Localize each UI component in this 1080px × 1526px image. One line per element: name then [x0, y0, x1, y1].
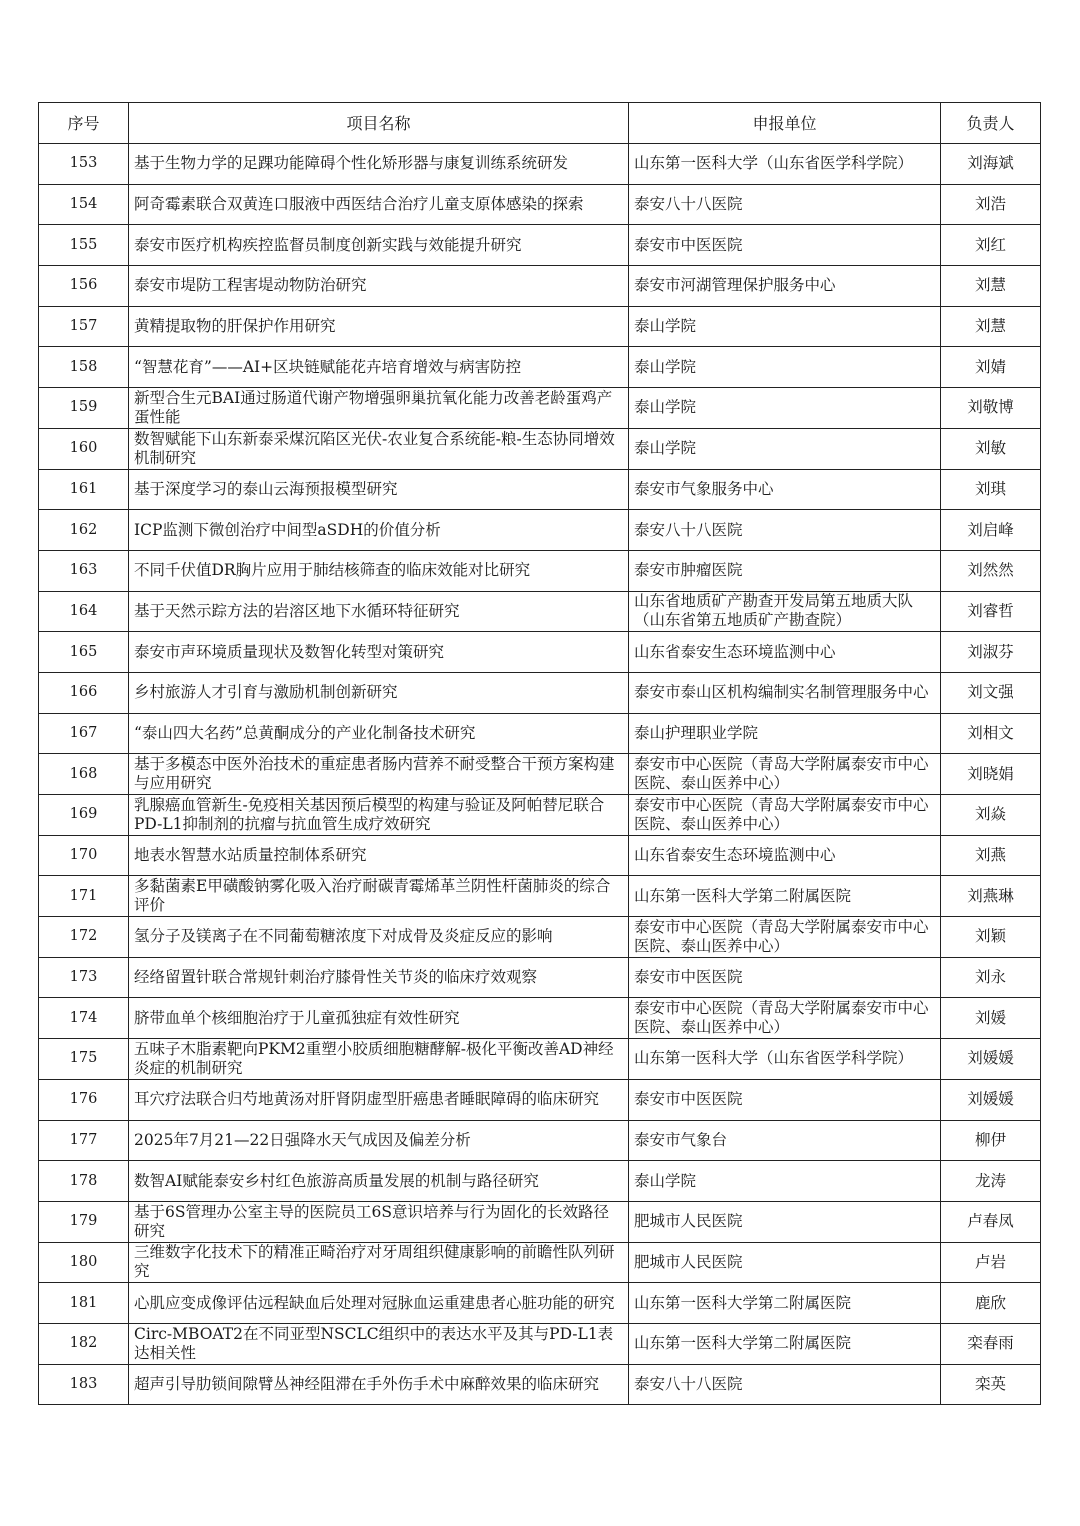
- cell-lead: 刘婧: [941, 347, 1041, 388]
- cell-seq: 162: [39, 510, 129, 551]
- header-unit: 申报单位: [629, 103, 941, 144]
- project-table: [38, 102, 1041, 1405]
- cell-lead: 刘琪: [941, 469, 1041, 510]
- cell-project-name: 三维数字化技术下的精准正畸治疗对牙周组织健康影响的前瞻性队列研究: [129, 1242, 629, 1283]
- cell-seq: 180: [39, 1242, 129, 1283]
- cell-unit: 山东第一医科大学第二附属医院: [629, 1323, 941, 1364]
- cell-seq: 183: [39, 1364, 129, 1405]
- cell-seq: 172: [39, 917, 129, 958]
- cell-project-name: 泰安市医疗机构疾控监督员制度创新实践与效能提升研究: [129, 225, 629, 266]
- table-row: [39, 1242, 1041, 1283]
- table-row: [39, 469, 1041, 510]
- cell-unit: 泰安八十八医院: [629, 510, 941, 551]
- cell-unit: 泰安市中心医院（青岛大学附属泰安市中心医院、泰山医养中心）: [629, 998, 941, 1039]
- cell-lead: 刘慧: [941, 266, 1041, 307]
- cell-unit: 山东第一医科大学第二附属医院: [629, 1283, 941, 1324]
- header-seq: 序号: [39, 103, 129, 144]
- cell-seq: 161: [39, 469, 129, 510]
- cell-seq: 164: [39, 591, 129, 632]
- cell-seq: 181: [39, 1283, 129, 1324]
- cell-project-name: 经络留置针联合常规针刺治疗膝骨性关节炎的临床疗效观察: [129, 957, 629, 998]
- cell-unit: 山东省泰安生态环境监测中心: [629, 632, 941, 673]
- cell-seq: 159: [39, 388, 129, 429]
- cell-unit: 泰安八十八医院: [629, 1364, 941, 1405]
- table-row: [39, 1039, 1041, 1080]
- table-row: [39, 510, 1041, 551]
- table-row: [39, 1201, 1041, 1242]
- cell-unit: 泰安市中医医院: [629, 1079, 941, 1120]
- cell-seq: 176: [39, 1079, 129, 1120]
- cell-lead: 刘媛: [941, 998, 1041, 1039]
- cell-seq: 163: [39, 550, 129, 591]
- cell-seq: 173: [39, 957, 129, 998]
- cell-project-name: 黄精提取物的肝保护作用研究: [129, 306, 629, 347]
- table-row: [39, 1323, 1041, 1364]
- cell-project-name: 新型合生元BAI通过肠道代谢产物增强卵巢抗氧化能力改善老龄蛋鸡产蛋性能: [129, 388, 629, 429]
- cell-seq: 167: [39, 713, 129, 754]
- cell-lead: 刘媛媛: [941, 1039, 1041, 1080]
- table-row: [39, 266, 1041, 307]
- table-row: [39, 1079, 1041, 1120]
- cell-unit: 泰安市气象台: [629, 1120, 941, 1161]
- table-row: [39, 835, 1041, 876]
- cell-unit: 肥城市人民医院: [629, 1242, 941, 1283]
- cell-lead: 刘淑芬: [941, 632, 1041, 673]
- cell-lead: 龙涛: [941, 1161, 1041, 1202]
- cell-unit: 山东第一医科大学（山东省医学科学院）: [629, 1039, 941, 1080]
- cell-seq: 157: [39, 306, 129, 347]
- table-row: [39, 1161, 1041, 1202]
- table-row: [39, 1283, 1041, 1324]
- cell-project-name: 基于6S管理办公室主导的医院员工6S意识培养与行为固化的长效路径研究: [129, 1201, 629, 1242]
- cell-project-name: 地表水智慧水站质量控制体系研究: [129, 835, 629, 876]
- cell-project-name: 数智AI赋能泰安乡村红色旅游高质量发展的机制与路径研究: [129, 1161, 629, 1202]
- cell-seq: 168: [39, 754, 129, 795]
- cell-lead: 栾英: [941, 1364, 1041, 1405]
- cell-lead: 鹿欣: [941, 1283, 1041, 1324]
- cell-unit: 肥城市人民医院: [629, 1201, 941, 1242]
- cell-seq: 166: [39, 672, 129, 713]
- cell-seq: 171: [39, 876, 129, 917]
- cell-lead: 刘慧: [941, 306, 1041, 347]
- cell-lead: 刘燕琳: [941, 876, 1041, 917]
- table-row: [39, 713, 1041, 754]
- table-row: [39, 754, 1041, 795]
- cell-lead: 刘颖: [941, 917, 1041, 958]
- cell-unit: 泰安市中心医院（青岛大学附属泰安市中心医院、泰山医养中心）: [629, 917, 941, 958]
- cell-seq: 177: [39, 1120, 129, 1161]
- table-row: [39, 998, 1041, 1039]
- cell-seq: 156: [39, 266, 129, 307]
- cell-unit: 泰安市中心医院（青岛大学附属泰安市中心医院、泰山医养中心）: [629, 754, 941, 795]
- cell-lead: 刘然然: [941, 550, 1041, 591]
- cell-unit: 泰山学院: [629, 1161, 941, 1202]
- header-lead: 负责人: [941, 103, 1041, 144]
- cell-project-name: 基于天然示踪方法的岩溶区地下水循环特征研究: [129, 591, 629, 632]
- cell-lead: 刘敬博: [941, 388, 1041, 429]
- table-row: [39, 306, 1041, 347]
- cell-seq: 178: [39, 1161, 129, 1202]
- cell-unit: 泰安八十八医院: [629, 184, 941, 225]
- cell-seq: 182: [39, 1323, 129, 1364]
- cell-project-name: 不同千伏值DR胸片应用于肺结核筛查的临床效能对比研究: [129, 550, 629, 591]
- cell-project-name: Circ-MBOAT2在不同亚型NSCLC组织中的表达水平及其与PD-L1表达相关性: [129, 1323, 629, 1364]
- table-row: [39, 957, 1041, 998]
- cell-lead: 刘媛媛: [941, 1079, 1041, 1120]
- cell-unit: 泰山学院: [629, 388, 941, 429]
- cell-project-name: 基于生物力学的足踝功能障碍个性化矫形器与康复训练系统研发: [129, 144, 629, 185]
- cell-project-name: 2025年7月21—22日强降水天气成因及偏差分析: [129, 1120, 629, 1161]
- table-row: [39, 795, 1041, 836]
- cell-seq: 155: [39, 225, 129, 266]
- cell-unit: 山东第一医科大学第二附属医院: [629, 876, 941, 917]
- cell-unit: 泰安市中医医院: [629, 957, 941, 998]
- cell-lead: 卢岩: [941, 1242, 1041, 1283]
- cell-project-name: 基于深度学习的泰山云海预报模型研究: [129, 469, 629, 510]
- cell-unit: 泰安市气象服务中心: [629, 469, 941, 510]
- cell-unit: 山东省地质矿产勘查开发局第五地质大队（山东省第五地质矿产勘查院）: [629, 591, 941, 632]
- table-row: [39, 1364, 1041, 1405]
- table-row: [39, 550, 1041, 591]
- table-row: [39, 184, 1041, 225]
- cell-lead: 刘晓娟: [941, 754, 1041, 795]
- cell-project-name: 基于多模态中医外治技术的重症患者肠内营养不耐受整合干预方案构建与应用研究: [129, 754, 629, 795]
- table-row: [39, 917, 1041, 958]
- cell-seq: 158: [39, 347, 129, 388]
- cell-seq: 153: [39, 144, 129, 185]
- cell-project-name: 多黏菌素E甲磺酸钠雾化吸入治疗耐碳青霉烯革兰阴性杆菌肺炎的综合评价: [129, 876, 629, 917]
- cell-project-name: 氢分子及镁离子在不同葡萄糖浓度下对成骨及炎症反应的影响: [129, 917, 629, 958]
- table-body: [39, 144, 1041, 1405]
- table-row: [39, 428, 1041, 469]
- cell-unit: 泰安市中心医院（青岛大学附属泰安市中心医院、泰山医养中心）: [629, 795, 941, 836]
- cell-seq: 174: [39, 998, 129, 1039]
- cell-lead: 刘红: [941, 225, 1041, 266]
- cell-unit: 泰安市中医医院: [629, 225, 941, 266]
- table-row: [39, 632, 1041, 673]
- cell-seq: 160: [39, 428, 129, 469]
- cell-project-name: 脐带血单个核细胞治疗于儿童孤独症有效性研究: [129, 998, 629, 1039]
- header-project-name: 项目名称: [129, 103, 629, 144]
- cell-project-name: 超声引导肋锁间隙臂丛神经阻滞在手外伤手术中麻醉效果的临床研究: [129, 1364, 629, 1405]
- table-row: [39, 225, 1041, 266]
- cell-unit: 泰安市肿瘤医院: [629, 550, 941, 591]
- cell-project-name: 泰安市声环境质量现状及数智化转型对策研究: [129, 632, 629, 673]
- cell-project-name: 阿奇霉素联合双黄连口服液中西医结合治疗儿童支原体感染的探索: [129, 184, 629, 225]
- cell-unit: 泰安市河湖管理保护服务中心: [629, 266, 941, 307]
- cell-seq: 175: [39, 1039, 129, 1080]
- cell-lead: 刘燕: [941, 835, 1041, 876]
- cell-unit: 泰安市泰山区机构编制实名制管理服务中心: [629, 672, 941, 713]
- table-row: [39, 347, 1041, 388]
- cell-unit: 泰山学院: [629, 347, 941, 388]
- table-row: [39, 1120, 1041, 1161]
- header-row: [39, 103, 1041, 144]
- cell-project-name: 乳腺癌血管新生-免疫相关基因预后模型的构建与验证及阿帕替尼联合PD-L1抑制剂的抗瘤与抗血管生成疗效研究: [129, 795, 629, 836]
- cell-project-name: “智慧花育”——AI+区块链赋能花卉培育增效与病害防控: [129, 347, 629, 388]
- cell-seq: 165: [39, 632, 129, 673]
- cell-project-name: 乡村旅游人才引育与激励机制创新研究: [129, 672, 629, 713]
- cell-project-name: 五味子木脂素靶向PKM2重塑小胶质细胞糖酵解-极化平衡改善AD神经炎症的机制研究: [129, 1039, 629, 1080]
- cell-seq: 170: [39, 835, 129, 876]
- cell-lead: 刘启峰: [941, 510, 1041, 551]
- cell-seq: 154: [39, 184, 129, 225]
- cell-lead: 刘相文: [941, 713, 1041, 754]
- cell-project-name: 数智赋能下山东新泰采煤沉陷区光伏-农业复合系统能-粮-生态协同增效机制研究: [129, 428, 629, 469]
- cell-lead: 刘焱: [941, 795, 1041, 836]
- cell-lead: 刘睿哲: [941, 591, 1041, 632]
- cell-lead: 刘文强: [941, 672, 1041, 713]
- cell-seq: 179: [39, 1201, 129, 1242]
- cell-project-name: 耳穴疗法联合归芍地黄汤对肝肾阴虚型肝癌患者睡眠障碍的临床研究: [129, 1079, 629, 1120]
- cell-unit: 山东第一医科大学（山东省医学科学院）: [629, 144, 941, 185]
- cell-unit: 泰山学院: [629, 306, 941, 347]
- table-row: [39, 591, 1041, 632]
- cell-project-name: 心肌应变成像评估远程缺血后处理对冠脉血运重建患者心脏功能的研究: [129, 1283, 629, 1324]
- cell-lead: 刘海斌: [941, 144, 1041, 185]
- cell-project-name: ICP监测下微创治疗中间型aSDH的价值分析: [129, 510, 629, 551]
- cell-lead: 刘敏: [941, 428, 1041, 469]
- cell-lead: 柳伊: [941, 1120, 1041, 1161]
- table-row: [39, 388, 1041, 429]
- cell-project-name: 泰安市堤防工程害堤动物防治研究: [129, 266, 629, 307]
- table-row: [39, 876, 1041, 917]
- cell-unit: 山东省泰安生态环境监测中心: [629, 835, 941, 876]
- cell-unit: 泰山护理职业学院: [629, 713, 941, 754]
- cell-unit: 泰山学院: [629, 428, 941, 469]
- cell-lead: 刘永: [941, 957, 1041, 998]
- cell-lead: 栾春雨: [941, 1323, 1041, 1364]
- cell-project-name: “泰山四大名药”总黄酮成分的产业化制备技术研究: [129, 713, 629, 754]
- table-row: [39, 672, 1041, 713]
- cell-lead: 刘浩: [941, 184, 1041, 225]
- cell-seq: 169: [39, 795, 129, 836]
- cell-lead: 卢春凤: [941, 1201, 1041, 1242]
- table-row: [39, 144, 1041, 185]
